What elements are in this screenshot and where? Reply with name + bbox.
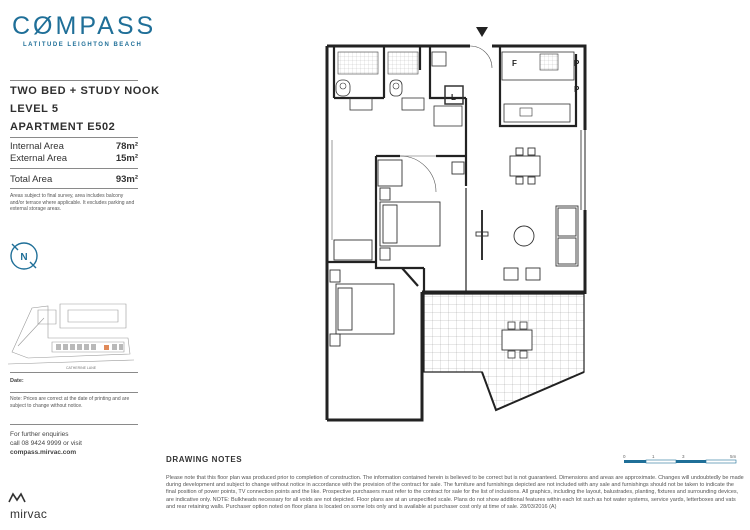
dining-table [510, 148, 540, 184]
area-value: 78m² [115, 141, 138, 152]
brand-logo: CØMPASS [12, 12, 157, 40]
enquiries-website-link[interactable]: compass.mirvac.com [10, 449, 77, 456]
enquiries-line2: call 08 9424 9999 or visit [10, 440, 82, 447]
linen-label: L [451, 93, 456, 102]
area-label: External Area [10, 153, 68, 164]
unit-type: TWO BED + STUDY NOOK [10, 85, 160, 97]
divider [10, 168, 138, 169]
scale-label: 5m [730, 454, 737, 459]
external-area-row [10, 153, 138, 164]
total-label: Total Area [10, 174, 53, 185]
divider [10, 188, 138, 189]
scale-label: 0 [623, 454, 626, 459]
divider [10, 80, 138, 81]
kitchen [502, 52, 580, 122]
fridge-label: F [512, 59, 517, 68]
internal-area-row [10, 141, 138, 152]
scale-bar [622, 452, 740, 468]
scale-label: 3 [682, 454, 685, 459]
area-value: 15m² [115, 153, 138, 164]
drawing-notes-text: Please note that this floor plan was produced prior to completion of construction. The information contained herein is believed to be correct but is not guaranteed. Dimensions and areas are approximate. Changes will undoubtedly be made during development and subject to change without notice in accordance with the provision of the contract for sale. The furniture and furnishings depicted are not included with any sale and furnishings should not be taken to indicate the final position of power points, TV connection points and the like. Prospective purchasers must refer to the contract for sale for the list of inclusions. All graphics, including the layout, balustrades, planting, fixtures and surrounding devices, are indicative only. NOTE: Bulkheads necessary for all voids are not depicted. Floor plans are at an unspecified scale. Plans do not show additional features within each lot such as hot water systems, service yards, letterboxes and vats and rear retaining walls. Purchaser option noted on floor plans is located on some lots only and is available at purchaser cost only at time of sale. 28/03/2016 (A) [166, 475, 744, 510]
developer-name: mirvac [10, 507, 48, 521]
divider [10, 424, 138, 425]
bathroom-2 [388, 52, 424, 110]
site-plan [8, 298, 138, 370]
enquiries-line1: For further enquiries [10, 431, 69, 438]
divider [10, 372, 138, 373]
total-area-row [10, 174, 138, 185]
unit-level: LEVEL 5 [10, 103, 59, 115]
divider [10, 392, 138, 393]
scale-label: 1 [652, 454, 655, 459]
pantry-label-2: P [574, 85, 580, 94]
bedroom-1 [378, 156, 464, 286]
price-note: Note: Prices are correct at the date of printing and are subject to change without notice. [10, 396, 130, 409]
compass-icon [6, 238, 42, 274]
entry-arrow-icon [476, 27, 488, 37]
total-value: 93m² [115, 174, 138, 185]
compass-letter: N [20, 252, 28, 263]
pantry-label: P [574, 59, 580, 68]
date-label: Date: [10, 378, 24, 384]
unit-apartment: APARTMENT E502 [10, 121, 116, 133]
balcony [424, 294, 584, 410]
drawing-notes-title: DRAWING NOTES [166, 455, 243, 464]
area-label: Internal Area [10, 141, 64, 152]
area-note: Areas subject to final survey, area includes balcony and/or terrace where applicable. It excludes parking and external storage areas. [10, 193, 135, 212]
divider [10, 137, 138, 138]
interior-walls [327, 46, 576, 292]
floor-plan [300, 22, 600, 422]
bathroom-1 [336, 52, 378, 110]
site-plan-label: CATHERINE LANE [66, 366, 97, 370]
mirvac-logo-icon [8, 491, 26, 503]
brand-subtitle: LATITUDE LEIGHTON BEACH [23, 42, 143, 48]
laundry [432, 46, 492, 126]
living-area [476, 206, 578, 280]
window-right [581, 130, 585, 210]
